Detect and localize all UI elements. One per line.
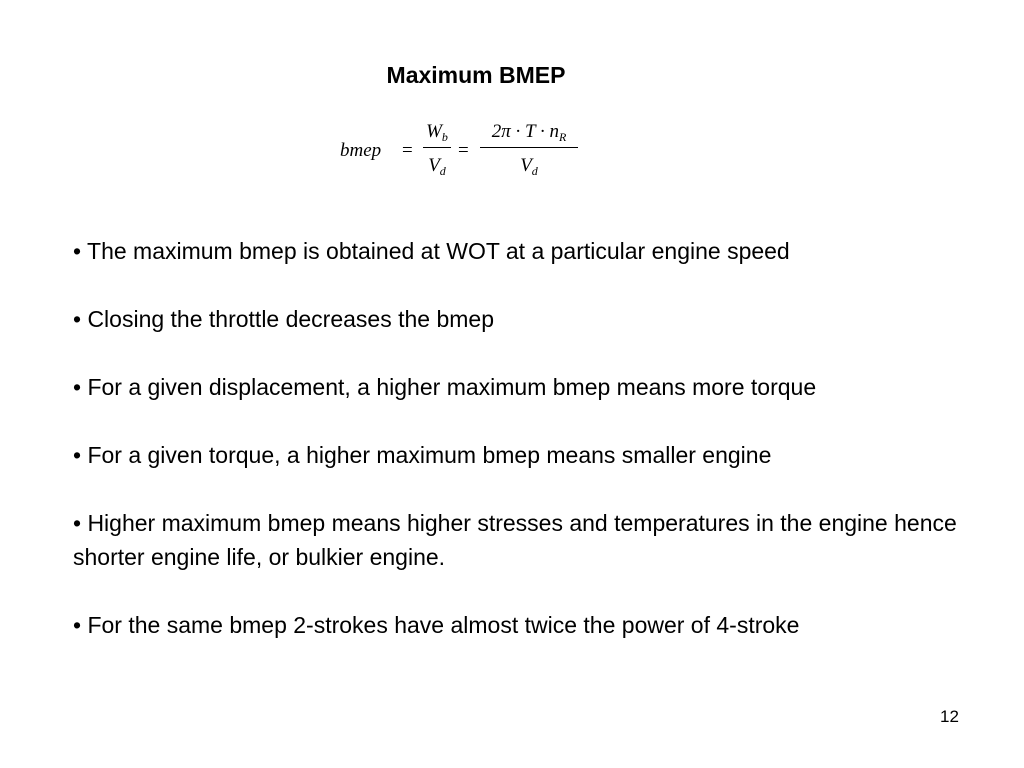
- fraction-bar-1: [423, 147, 451, 148]
- bullet-list: [73, 234, 1003, 676]
- torque-speed-product: 2π · T · n: [491, 121, 559, 142]
- bullet-item: • For a given torque, a higher maximum bmep means smaller engine: [73, 442, 772, 468]
- bullet-item: • For a given displacement, a higher maximum bmep means more torque: [73, 374, 817, 400]
- volume-subscript-1: d: [439, 164, 446, 178]
- fraction-torque-numerator: [480, 120, 578, 144]
- revolutions-subscript: R: [558, 130, 567, 144]
- formula-lhs: bmep: [340, 140, 382, 161]
- bullet-item: • For the same bmep 2-strokes have almost twice the power of 4-stroke: [73, 612, 800, 638]
- bullet-item: • The maximum bmep is obtained at WOT at a particular engine speed: [73, 238, 790, 264]
- slide-title: Maximum BMEP: [386, 62, 566, 88]
- formula-equals-1: =: [402, 140, 413, 161]
- fraction-work-denominator: [423, 154, 451, 178]
- bmep-formula: [340, 120, 590, 200]
- page-number: 12: [940, 707, 959, 726]
- fraction-bar-2: [480, 147, 578, 148]
- fraction-work-numerator: [423, 120, 451, 144]
- bullet-item: • Closing the throttle decreases the bmep: [73, 306, 495, 332]
- formula-fraction-torque: [480, 120, 578, 178]
- volume-symbol-2: V: [520, 155, 532, 176]
- work-subscript: b: [441, 130, 448, 144]
- work-symbol: W: [426, 121, 442, 142]
- fraction-torque-denominator: [480, 154, 578, 178]
- volume-symbol-1: V: [428, 155, 440, 176]
- bullet-item: • Higher maximum bmep means higher stresses and temperatures in the engine hence shorter engine life, or bulkier engine.: [73, 510, 957, 570]
- formula-equals-2: =: [458, 140, 469, 161]
- formula-fraction-work: [423, 120, 451, 178]
- volume-subscript-2: d: [531, 164, 538, 178]
